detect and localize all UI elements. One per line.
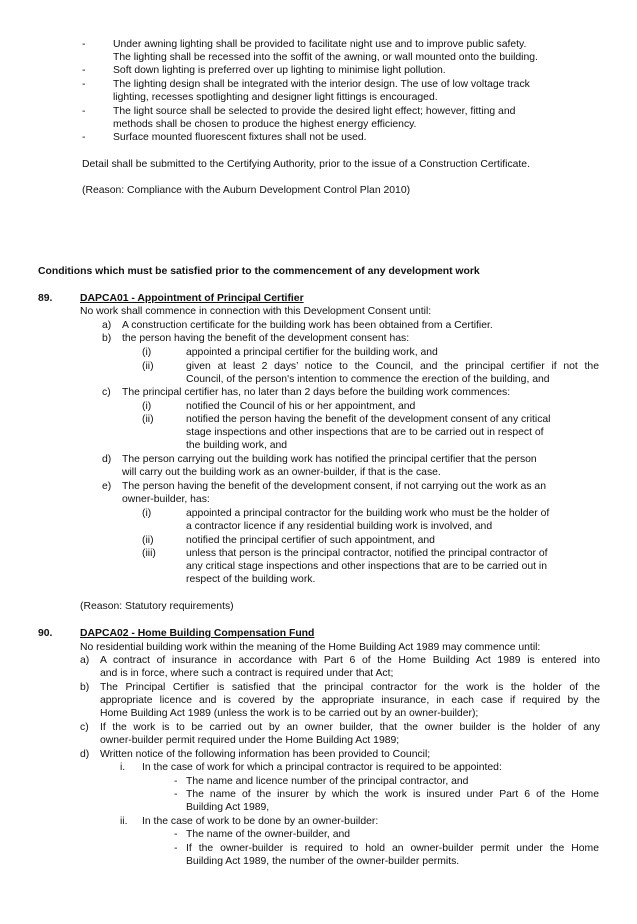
dash-label: - (174, 843, 178, 854)
item-label: d) (80, 749, 90, 760)
bullet-dash: - (82, 132, 86, 143)
detail-paragraph: Detail shall be submitted to the Certifying Authority, prior to the issue of a Construction Certificate. (82, 159, 530, 170)
item-label: d) (102, 454, 112, 465)
item-text: The principal certifier has, no later than 2 days before the building work commences: (122, 387, 511, 398)
subitem-text: In the case of work to be done by an owner-builder: (142, 816, 379, 827)
item-text: The Principal Certifier is satisfied that the principal contractor for the work is the holder of the (100, 682, 600, 693)
subitem-text: appointed a principal certifier for the building work, and (186, 347, 438, 358)
item-text: A construction certificate for the building work has been obtained from a Certifier. (122, 320, 493, 331)
subitem-label: (ii) (142, 414, 154, 425)
subitem-label: (i) (142, 347, 152, 358)
item-label: a) (80, 655, 90, 666)
bullet-text: The light source shall be selected to provide the desired light effect; however, fitting and (113, 106, 516, 117)
item-label: c) (80, 722, 89, 733)
item-text: The person carrying out the building work has notified the principal certifier that the person (122, 454, 537, 465)
dash-label: - (174, 789, 178, 800)
item-text: will carry out the building work as an owner-builder, if that is the case. (122, 467, 441, 478)
subitem-text: appointed a principal contractor for the building work who must be the holder of (186, 508, 550, 519)
subitem-text: stage inspections and other inspections that are to be carried out in respect of (186, 427, 544, 438)
item-text: owner-builder, has: (122, 494, 210, 505)
item-label: a) (102, 320, 112, 331)
subitem-text: unless that person is the principal contractor, notified the principal contractor of (186, 548, 548, 559)
condition-intro: No work shall commence in connection with this Development Consent until: (80, 306, 432, 317)
subitem-text: Council, of the person's intention to commence the erection of the building, and (186, 374, 550, 385)
subitem-text: notified the principal certifier of such appointment, and (186, 535, 435, 546)
item-text: A contract of insurance in accordance with Part 6 of the Home Building Act 1989 is entered into (100, 655, 600, 666)
item-text: The person having the benefit of the development consent, if not carrying out the work as an (122, 481, 546, 492)
item-label: e) (102, 481, 112, 492)
condition-intro: No residential building work within the meaning of the Home Building Act 1989 may commence until: (80, 642, 541, 653)
subitem-text: notified the Council of his or her appointment, and (186, 401, 416, 412)
item-label: c) (102, 387, 111, 398)
bullet-text: lighting, recesses spotlighting and designer light fittings is encouraged. (113, 92, 438, 103)
condition-number: 90. (38, 628, 53, 639)
item-text: the person having the benefit of the development consent has: (122, 333, 410, 344)
dash-text: The name of the insurer by which the work is insured under Part 6 of the Home (186, 789, 599, 800)
dash-label: - (174, 829, 178, 840)
subitem-text: a contractor licence if any residential building work is involved, and (186, 521, 493, 532)
bullet-text: Soft down lighting is preferred over up lighting to minimise light pollution. (113, 65, 446, 76)
reason-text: (Reason: Statutory requirements) (80, 601, 234, 612)
item-text: Home Building Act 1989 (unless the work is to be carried out by an owner-builder); (100, 708, 479, 719)
section-heading: Conditions which must be satisfied prior to the commencement of any development work (38, 266, 480, 277)
subitem-label: (ii) (142, 535, 154, 546)
subitem-label: ii. (120, 816, 128, 827)
dash-label: - (174, 776, 178, 787)
bullet-dash: - (82, 65, 86, 76)
item-text: appropriate licence and is covered by the appropriate insurance, in each case if required by the (100, 695, 600, 706)
condition-title: DAPCA01 - Appointment of Principal Certifier (80, 293, 304, 304)
subitem-text: the building work, and (186, 440, 288, 451)
subitem-text: In the case of work for which a principal contractor is required to be appointed: (142, 762, 502, 773)
dash-text: The name of the owner-builder, and (186, 829, 351, 840)
item-label: b) (80, 682, 90, 693)
subitem-label: (ii) (142, 361, 154, 372)
bullet-text: Under awning lighting shall be provided to facilitate night use and to improve public safety. (113, 39, 527, 50)
subitem-text: respect of the building work. (186, 574, 316, 585)
subitem-text: notified the person having the benefit of the development consent of any critical (186, 414, 551, 425)
bullet-dash: - (82, 39, 86, 50)
subitem-text: given at least 2 days’ notice to the Council, and the principal certifier if not the (186, 361, 599, 372)
dash-text: The name and licence number of the principal contractor, and (186, 776, 469, 787)
item-label: b) (102, 333, 112, 344)
bullet-text: The lighting shall be recessed into the soffit of the awning, or wall mounted onto the building. (113, 52, 538, 63)
bullet-dash: - (82, 106, 86, 117)
bullet-dash: - (82, 79, 86, 90)
item-text: If the work is to be carried out by an owner builder, that the owner builder is the holder of any (100, 722, 600, 733)
dash-text: If the owner-builder is required to hold an owner-builder permit under the Home (186, 843, 599, 854)
bullet-text: Surface mounted fluorescent fixtures shall not be used. (113, 132, 367, 143)
condition-title: DAPCA02 - Home Building Compensation Fund (80, 628, 315, 639)
subitem-label: (i) (142, 401, 152, 412)
dash-text: Building Act 1989, (186, 802, 270, 813)
bullet-text: The lighting design shall be integrated with the interior design. The use of low voltage track (113, 79, 530, 90)
item-text: Written notice of the following information has been provided to Council; (100, 749, 431, 760)
subitem-label: i. (120, 762, 126, 773)
dash-text: Building Act 1989, the number of the owner-builder permits. (186, 856, 460, 867)
bullet-text: methods shall be chosen to produce the highest energy efficiency. (113, 119, 417, 130)
item-text: owner-builder permit required under the Home Building Act 1989; (100, 735, 400, 746)
subitem-text: any critical stage inspections and other inspections that are to be carried out in (186, 561, 547, 572)
condition-number: 89. (38, 293, 53, 304)
subitem-label: (iii) (142, 548, 156, 559)
subitem-label: (i) (142, 508, 152, 519)
reason-text: (Reason: Compliance with the Auburn Development Control Plan 2010) (82, 185, 411, 196)
item-text: and is in force, where such a contract is required under that Act; (100, 668, 394, 679)
